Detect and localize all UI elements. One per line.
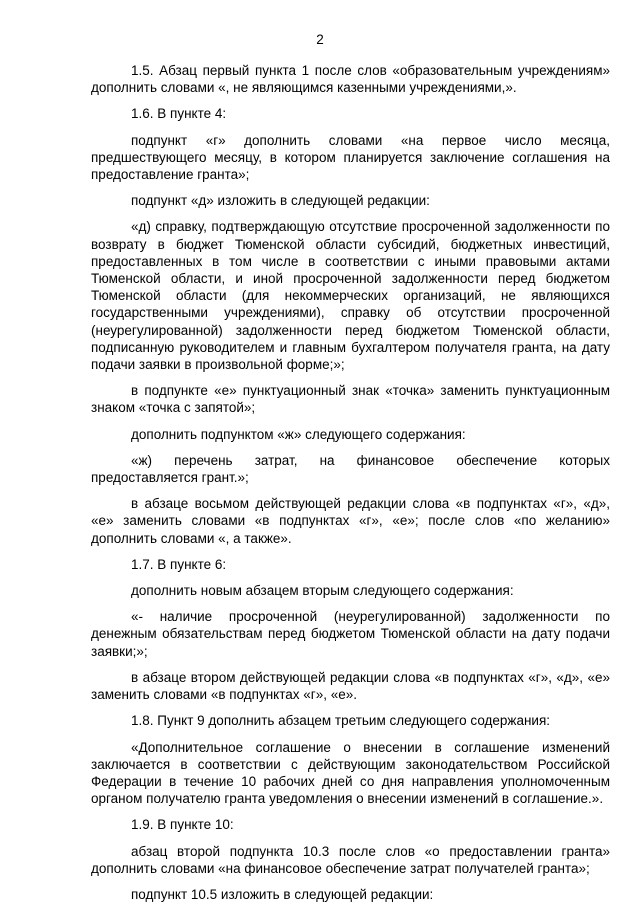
- paragraph-subitem-d-text: «д) справку, подтверждающую отсутствие просроченной задолженности по возврату в бюджет Тюменской области субсидий, бюджетных инвестиций, предоставленных в том числе в соответствии с иными правовыми актами Тюменской области, и иной просроченной задолженности перед бюджетом Тюменской области (для некоммерческих организаций, не являющихся государственными учреждениями), справку об отсутствии просроченной (неурегулированной) задолженности перед бюджетом Тюменской области, подписанную руководителем и главным бухгалтером получателя гранта, на дату подачи заявки в произвольной форме;»;: [91, 219, 610, 373]
- paragraph-1-7-heading: 1.7. В пункте 6:: [131, 556, 227, 572]
- paragraph-abzac-8: в абзаце восьмом действующей редакции слова «в подпунктах «г», «д», «е» заменить словами «в подпунктах «г», «е»; после слов «по желанию» дополнить словами «, а также».: [91, 496, 610, 546]
- paragraph-1-9-10-3: абзац второй подпункта 10.3 после слов «о предоставлении гранта» дополнить словами «на финансовое обеспечение затрат получателей гранта»;: [91, 843, 610, 876]
- paragraph-1-8-heading: 1.8. Пункт 9 дополнить абзацем третьим следующего содержания:: [131, 713, 551, 729]
- paragraph-subitem-zh-intro: дополнить подпунктом «ж» следующего содержания:: [131, 426, 466, 442]
- paragraph-subitem-g: подпункт «г» дополнить словами «на первое число месяца, предшествующего месяцу, в котором планируется заключение соглашения на предоставление гранта»;: [91, 132, 610, 183]
- paragraph-subitem-e: в подпункте «е» пунктуационный знак «точка» заменить пунктуационным знаком «точка с запятой»;: [91, 383, 610, 416]
- paragraph-1-7-abzac-2: в абзаце втором действующей редакции слова «в подпунктах «г», «д», «е» заменить словами «в подпунктах «г», «е».: [91, 669, 610, 703]
- paragraph-1-9-10-5: подпункт 10.5 изложить в следующей редакции:: [131, 886, 434, 902]
- document-body: [91, 62, 610, 912]
- paragraph-1-6-heading: 1.6. В пункте 4:: [131, 106, 227, 122]
- paragraph-subitem-zh-text: «ж) перечень затрат, на финансовое обеспечение которых предоставляется грант.»;: [91, 452, 610, 486]
- paragraph-1-9-heading: 1.9. В пункте 10:: [131, 817, 234, 833]
- paragraph-1-8-text: «Дополнительное соглашение о внесении в соглашение изменений заключается в соответствии с действующим законодательством Российской Федерации в течение 10 рабочих дней со дня направления уполномоченным органом получателю гранта уведомления о внесении изменений в соглашение.».: [91, 739, 610, 807]
- paragraph-1-7-text: «- наличие просроченной (неурегулированной) задолженности по денежным обязательствам перед бюджетом Тюменской области на дату подачи заявки;»;: [91, 609, 610, 659]
- page-number: 2: [316, 32, 324, 47]
- paragraph-1-7-intro: дополнить новым абзацем вторым следующего содержания:: [131, 583, 514, 599]
- paragraph-1-5: 1.5. Абзац первый пункта 1 после слов «образовательным учреждениям» дополнить словами «, не являющимся казенными учреждениями,».: [91, 63, 610, 96]
- paragraph-subitem-d-intro: подпункт «д» изложить в следующей редакции:: [131, 193, 430, 209]
